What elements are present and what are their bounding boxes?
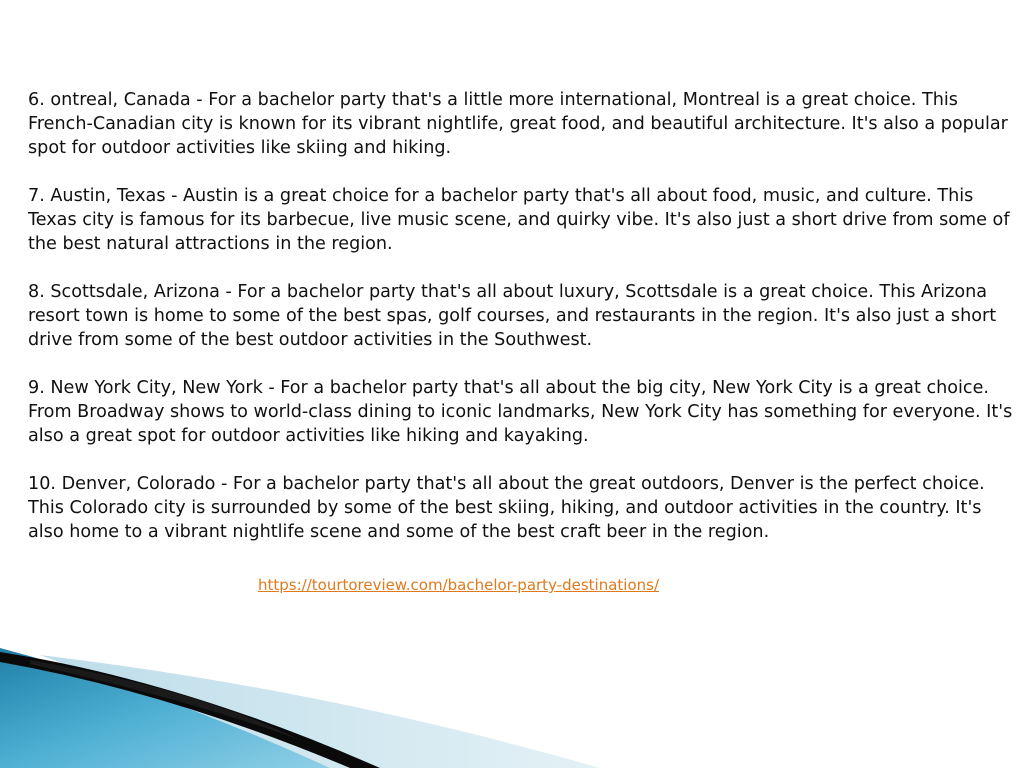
wave-light-band	[40, 655, 600, 768]
paragraph-montreal: 6. ontreal, Canada - For a bachelor party that's a little more international, Montreal is a great choice. This French-Canadian city is known for its vibrant nightlife, great food, and beautiful architecture. It's also a popular spot for outdoor activities like skiing and hiking.	[28, 90, 1008, 158]
paragraph-scottsdale: 8. Scottsdale, Arizona - For a bachelor party that's all about luxury, Scottsdale is a great choice. This Arizona resort town is home to some of the best spas, golf courses, and restaurants in the region. It's also just a short drive from some of the best outdoor activities in the Southwest.	[28, 282, 997, 350]
paragraph-new-york: 9. New York City, New York - For a bachelor party that's all about the big city, New York City is a great choice. From Broadway shows to world-class dining to iconic landmarks, New York City has something for everyone. It's also a great spot for outdoor activities like hiking and kayaking.	[28, 378, 1013, 446]
paragraph-austin: 7. Austin, Texas - Austin is a great choice for a bachelor party that's all about food, music, and culture. This Texas city is famous for its barbecue, live music scene, and quirky vibe. It's also just a short drive from some of the best natural attractions in the region.	[28, 186, 1010, 254]
wave-dark-accent	[30, 660, 300, 740]
paragraph-denver: 10. Denver, Colorado - For a bachelor party that's all about the great outdoors, Denver is the perfect choice. This Colorado city is surrounded by some of the best skiing, hiking, and outdoor activities in the country. It's also home to a vibrant nightlife scene and some of the best craft beer in the region.	[28, 474, 985, 542]
wave-blue-band	[0, 648, 330, 768]
slide-body	[28, 88, 1014, 544]
wave-dark-band	[0, 652, 380, 768]
source-link[interactable]: https://tourtoreview.com/bachelor-party-destinations/	[258, 576, 660, 594]
